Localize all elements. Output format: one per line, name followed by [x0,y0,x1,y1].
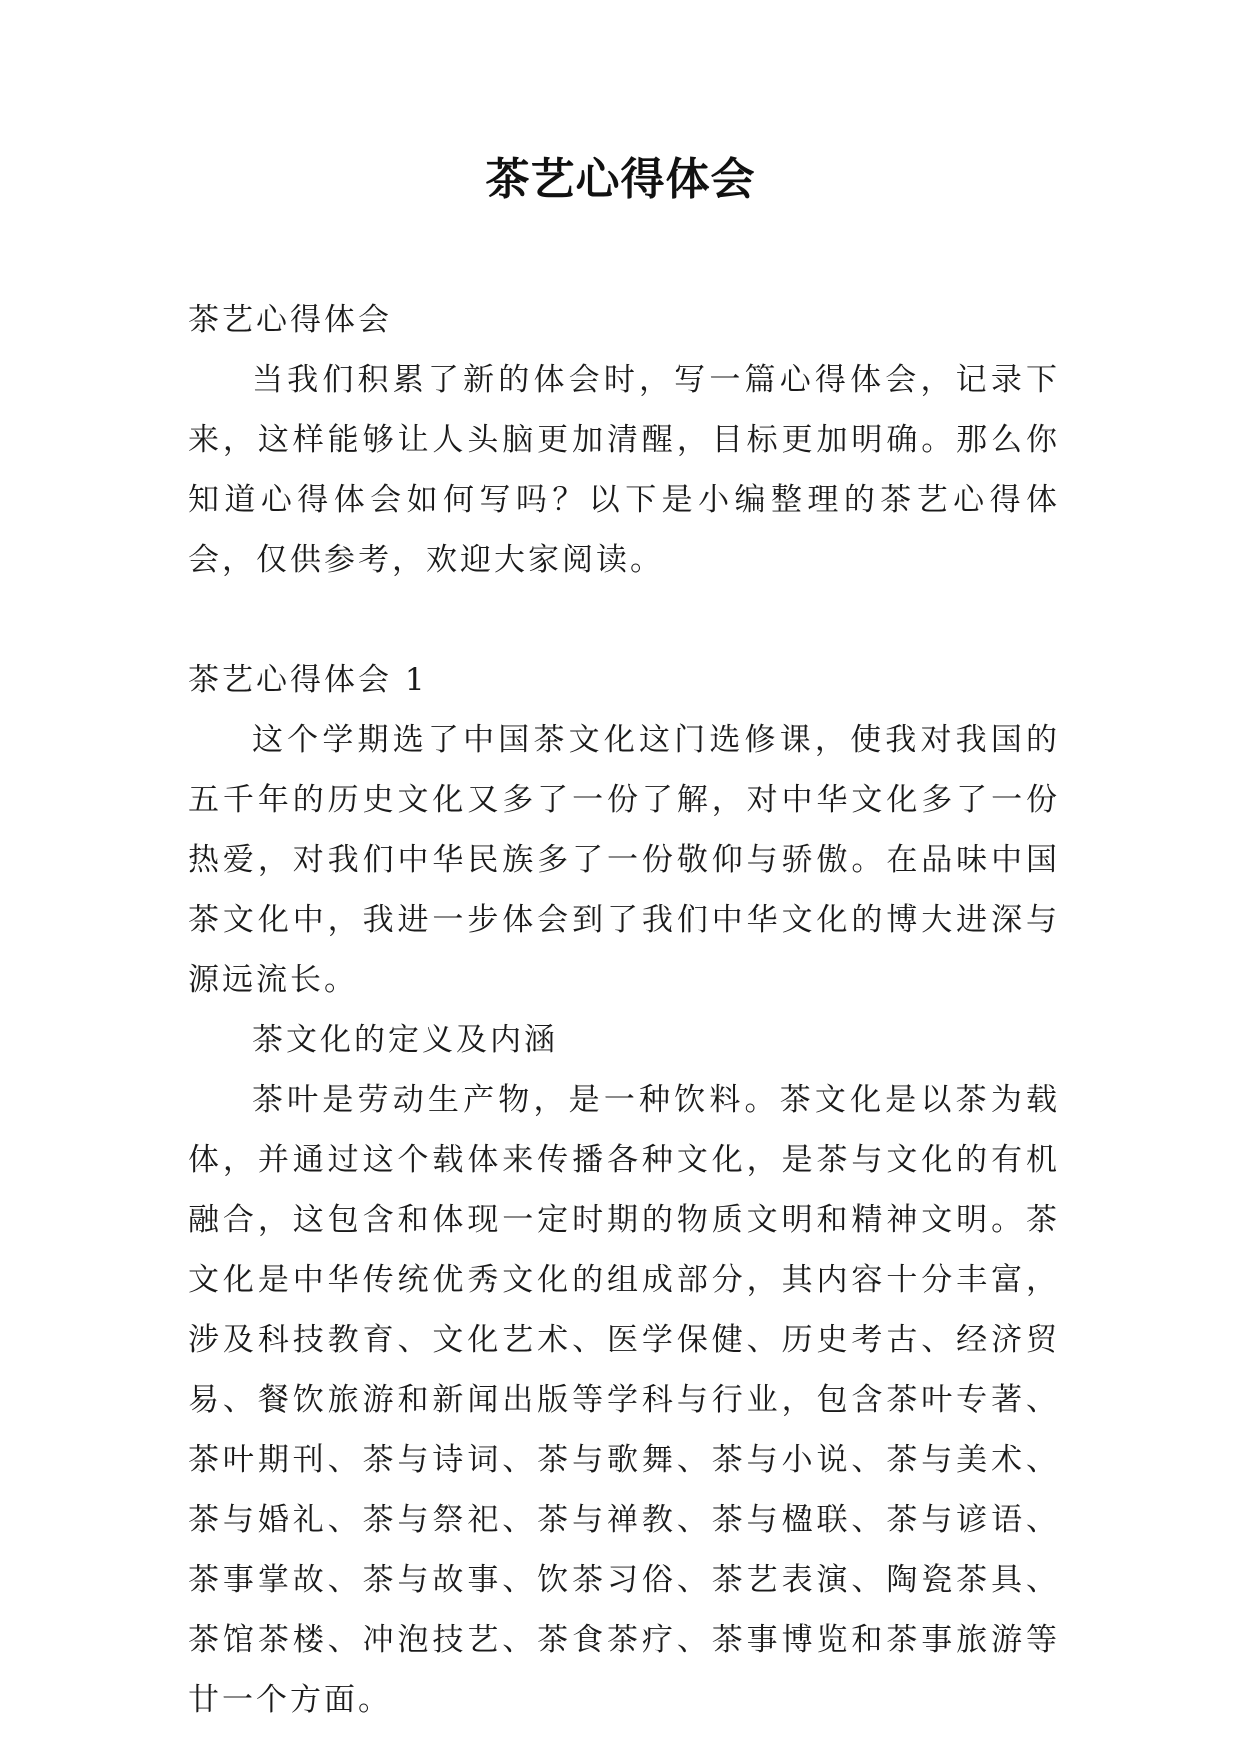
section-spacer [188,590,1060,650]
intro-paragraph: 当我们积累了新的体会时，写一篇心得体会，记录下来，这样能够让人头脑更加清醒，目标更加明确。那么你知道心得体会如何写吗？以下是小编整理的茶艺心得体会，仅供参考，欢迎大家阅读。 [188,362,1060,578]
document-title: 茶艺心得体会 [485,154,756,205]
section1-paragraph-2: 茶叶是劳动生产物，是一种饮料。茶文化是以茶为载体，并通过这个载体来传播各种文化，是茶与文化的有机融合，这包含和体现一定时期的物质文明和精神文明。茶文化是中华传统优秀文化的组成部分，其内容十分丰富，涉及科技教育、文化艺术、医学保健、历史考古、经济贸易、餐饮旅游和新闻出版等学科与行业，包含茶叶专著、茶叶期刊、茶与诗词、茶与歌舞、茶与小说、茶与美术、茶与婚礼、茶与祭祀、茶与禅教、茶与楹联、茶与谚语、茶事掌故、茶与故事、饮茶习俗、茶艺表演、陶瓷茶具、茶馆茶楼、冲泡技艺、茶食茶疗、茶事博览和茶事旅游等廿一个方面。 [188,1082,1060,1718]
section1-paragraph-1: 这个学期选了中国茶文化这门选修课，使我对我国的五千年的历史文化又多了一份了解，对中华文化多了一份热爱，对我们中华民族多了一份敬仰与骄傲。在品味中国茶文化中，我进一步体会到了我们中华文化的博大进深与源远流长。 [188,722,1060,998]
document-body [188,290,1060,1730]
section1-subheading: 茶文化的定义及内涵 [252,1022,558,1058]
section1-heading: 茶艺心得体会 1 [188,662,428,698]
intro-heading: 茶艺心得体会 [188,302,392,338]
